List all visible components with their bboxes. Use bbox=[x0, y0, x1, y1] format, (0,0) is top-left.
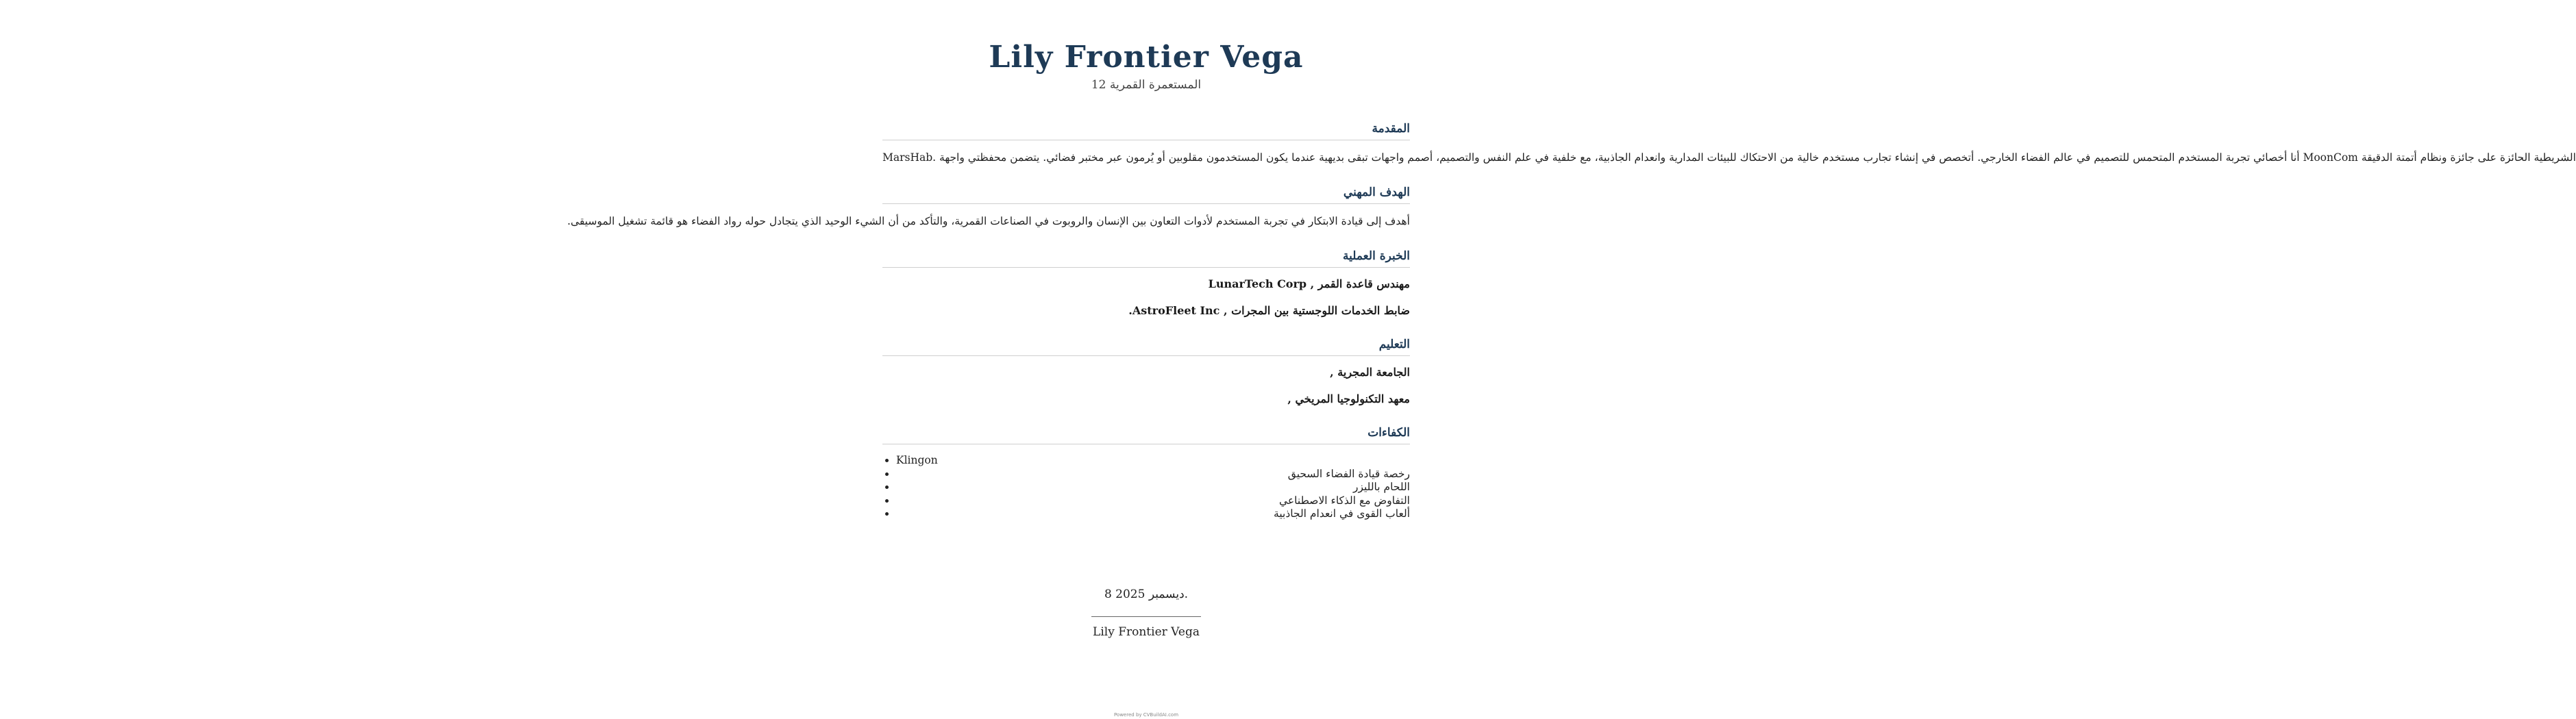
experience-section bbox=[882, 249, 1410, 317]
skill-item: • اللحام بالليزر bbox=[896, 481, 1410, 494]
skills-section bbox=[882, 426, 1410, 521]
experience-title: الخبرة العملية bbox=[882, 249, 1410, 268]
powered-by-footer: Powered by CVBuildAI.com bbox=[1113, 712, 1179, 718]
intro-text: MarsHab. أنا أخصائي تجربة المستخدم المتحمس للتصميم في عالم الفضاء الخارجي. أتخصص في إنشاء تجارب مستخدم خالية من الاحتكاك للبيئات المدارية وانعدام الجاذبية، مع خلفية في علم النفس والتصميم، أصمم واجهات تبقى بديهية عندما يكون المستخدمون مقلوبين أو يُرمون عبر مختبر فضائي. يتضمن محفظتي واجهة MoonCom الشريطية الحائزة على جائزة ونظام أتمتة الدقيقة bbox=[882, 151, 2576, 164]
resume-body bbox=[567, 122, 2576, 542]
intro-section bbox=[882, 122, 2576, 165]
education-entry: معهد التكنولوجيا المريخي , bbox=[1287, 392, 1410, 405]
objective-section bbox=[567, 186, 1410, 229]
signature-block bbox=[1091, 588, 1201, 639]
skill-item: • رخصة قيادة الفضاء السحيق bbox=[896, 468, 1410, 481]
skills-list bbox=[882, 454, 1410, 521]
education-section bbox=[882, 338, 1410, 405]
intro-title: المقدمة bbox=[882, 122, 1410, 140]
skill-item: • التفاوض مع الذكاء الاصطناعي bbox=[896, 494, 1410, 508]
experience-entry: ضابط الخدمات اللوجستية بين المجرات , AstroFleet Inc. bbox=[1128, 304, 1410, 317]
education-entry: الجامعة المجرية , bbox=[1330, 366, 1410, 379]
experience-entry: مهندس قاعدة القمر , LunarTech Corp bbox=[1208, 277, 1410, 290]
skill-item: • ألعاب القوى في انعدام الجاذبية bbox=[896, 507, 1410, 521]
education-title: التعليم bbox=[882, 338, 1410, 356]
signature-name: Lily Frontier Vega bbox=[1093, 625, 1200, 639]
resume-header bbox=[0, 38, 2292, 92]
candidate-name: Lily Frontier Vega bbox=[989, 40, 1304, 75]
objective-title: الهدف المهني bbox=[882, 186, 1410, 204]
objective-text: أهدف إلى قيادة الابتكار في تجربة المستخدم لأدوات التعاون بين الإنسان والروبوت في الصناعات القمرية، والتأكد من أن الشيء الوحيد الذي يتجادل حوله رواد الفضاء هو قائمة تشغيل الموسيقى. bbox=[567, 215, 1410, 227]
signature-line bbox=[1091, 616, 1201, 617]
candidate-location: المستعمرة القمرية 12 bbox=[1091, 78, 1202, 92]
signature-date: 8 ديسمبر 2025. bbox=[1104, 588, 1189, 601]
skill-item: • Klingon bbox=[896, 454, 1410, 468]
skills-title: الكفاءات bbox=[882, 426, 1410, 444]
